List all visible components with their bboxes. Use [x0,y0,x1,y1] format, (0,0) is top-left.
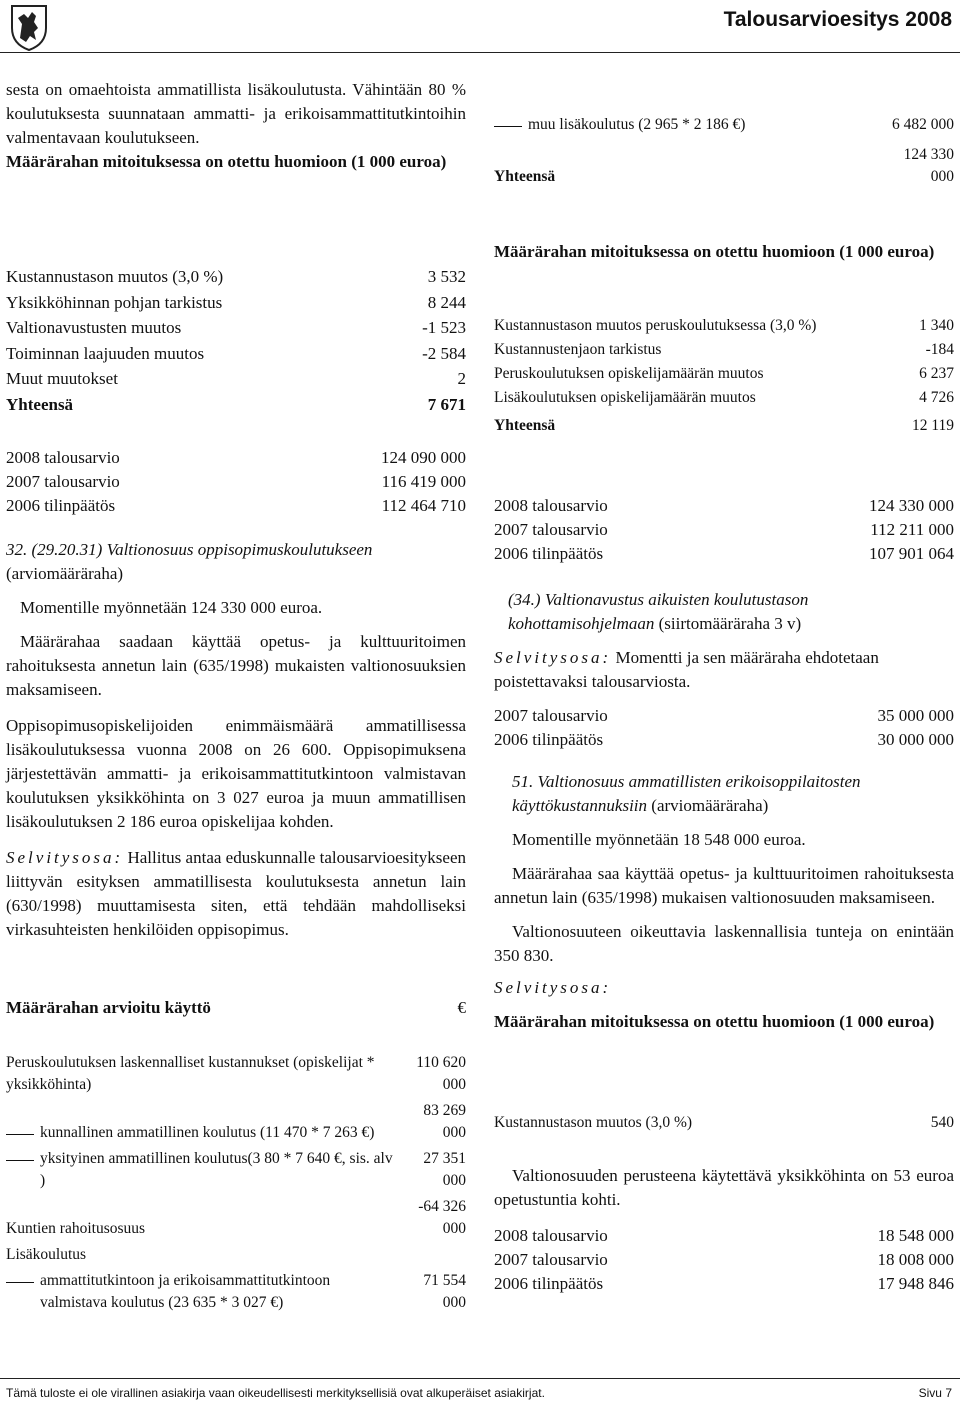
budget-row: 2007 talousarvio 112 211 000 [494,520,954,539]
total-row: Yhteensä 12 119 [494,417,954,434]
section-34-title: (34.) Valtionavustus aikuisten koulutustason kohottamisohjelmaan (siirtomääräraha 3 v) [508,590,809,633]
usage-row: kunnallinen ammatillinen koulutus (11 470 * 7 263 €) 83 269 000 [6,1100,466,1144]
budget-row: 2008 talousarvio 124 330 000 [494,496,954,515]
usage-section [6,996,466,1020]
change-row: Kustannustason muutos (3,0 %) 3 532 [6,267,466,286]
change-row: Peruskoulutuksen opiskelijamäärän muutos 6 237 [494,365,954,382]
footer-disclaimer: Tämä tuloste ei ole virallinen asiakirja vaan oikeudellisesti merkityksellisiä ovat alkuperäiset asiakirjat. [6,1386,545,1400]
footer-rule [0,1378,960,1379]
change-row: Toiminnan laajuuden muutos -2 584 [6,343,466,363]
section-51-p2: Määrärahaa saa käyttää opetus- ja kulttuuritoimen rahoituksesta annetun lain (635/1998) mukaisen valtionosuuden maksamiseen. [494,864,954,907]
left-column [6,78,466,174]
right-changes-table [494,314,954,438]
section-32-p3: Oppisopimusopiskelijoiden enimmäismäärä ammatillisessa lisäkoulutuksessa vuonna 2008 on 26 600. Oppisopimuksena järjestettävän ammatti- ja erikoisammattitutkintoon valmistavan koulutuksen yksikköhinta on 3 027 euroa ja muun ammatillisen lisäkoulutuksen 2 186 euroa opiskelijaa kohden. [6,716,466,831]
usage-row: Lisäkoulutus [6,1246,87,1263]
change-row: Yksikköhinnan pohjan tarkistus 8 244 [6,292,466,312]
intro-paragraph: sesta on omaehtoista ammatillista lisäkoulutusta. Vähintään 80 % koulutuksesta suunnataan ammatti- ja erikoisammattitutkintoihin valmentavaan koulutukseen. [6,80,466,147]
usage-total-row: Yhteensä 124 330 000 [494,146,954,185]
section-51-p1: Momentille myönnetään 18 548 000 euroa. [512,830,806,849]
budget-row: 2006 tilinpäätös 107 901 064 [494,544,954,563]
budget-row: 2007 talousarvio 18 008 000 [494,1250,954,1269]
budget-row: 2007 talousarvio 35 000 000 [494,706,954,725]
change-row: Kustannustason muutos peruskoulutuksessa (3,0 %) 1 340 [494,317,954,334]
section-51-selvitys: Selvitysosa: [494,978,612,997]
budget-table [6,446,466,518]
right-top-table [494,114,954,188]
header-rule [0,52,960,53]
change-row: Valtionavustusten muutos -1 523 [6,318,466,337]
right-mitoitus [494,240,954,264]
total-row: Yhteensä 7 671 [6,394,466,414]
budget-row: 2008 talousarvio 124 090 000 [6,448,466,467]
dash-marker [6,1134,34,1135]
section-34 [494,588,954,752]
usage-table [6,1052,466,1314]
section-51-budget [494,1224,954,1296]
usage-row: ammattitutkintoon ja erikoisammattitutkintoon valmistava koulutus (23 635 * 3 027 €) 71 554 000 [6,1270,466,1314]
section-51-p4: Valtionosuuden perusteena käytettävä yksikköhinta on 53 euroa opetustuntia kohti. [494,1166,954,1209]
change-row: Lisäkoulutuksen opiskelijamäärän muutos 4 726 [494,389,954,406]
section-32-p1: Momentille myönnetään 124 330 000 euroa. [20,598,323,617]
budget-row: 2007 talousarvio 116 419 000 [6,472,466,491]
dash-marker [6,1160,34,1161]
usage-row: muu lisäkoulutus (2 965 * 2 186 €) 6 482 000 [494,114,954,136]
budget-row: 2006 tilinpäätös 112 464 710 [6,496,466,515]
section-32 [6,538,466,942]
usage-row: Kuntien rahoitusosuus -64 326 000 [6,1198,466,1237]
right-budget-table [494,494,954,566]
section-51-title: 51. Valtionosuus ammatillisten erikoisoppilaitosten käyttökustannuksiin (arviomääräraha) [512,772,861,815]
change-row: Kustannustason muutos (3,0 %) 540 [494,1114,954,1131]
change-row: Kustannustenjaon tarkistus -184 [494,341,954,358]
usage-row: Peruskoulutuksen laskennalliset kustannukset (opiskelijat * yksikköhinta) 110 620 000 [6,1054,466,1093]
section-51-change [494,1112,954,1134]
mitoitus-heading: Määrärahan mitoituksessa on otettu huomioon (1 000 euroa) [6,152,447,171]
section-51-tail [494,1164,954,1296]
usage-row: yksityinen ammatillinen koulutus(3 80 * 7 640 €, sis. alv ) 27 351 000 [6,1148,466,1192]
mitoitus-heading: Määrärahan mitoituksessa on otettu huomioon (1 000 euroa) [494,1012,935,1031]
section-51 [494,770,954,1034]
budget-row: 2006 tilinpäätös 17 948 846 [494,1274,954,1293]
usage-heading-row: Määrärahan arvioitu käyttö € [6,998,466,1017]
page-number: Sivu 7 [918,1386,952,1400]
dash-marker [6,1282,34,1283]
section-34-selvitys: Selvitysosa: Momentti ja sen määräraha ehdotetaan poistettavaksi talousarviosta. [494,648,879,691]
lion-coat-of-arms-icon [6,2,52,52]
section-32-selvitys: Selvitysosa: Hallitus antaa eduskunnalle talousarvioesitykseen liittyvän esityksen ammatillisesta koulutuksesta annetun lain (630/1998) muuttamisesta siten, että tehdään mahdolliseksi virkasuhteisten henkilöiden oppisopimus. [6,848,466,939]
mitoitus-heading: Määrärahan mitoituksessa on otettu huomioon (1 000 euroa) [494,242,935,261]
section-51-p3: Valtionosuuteen oikeuttavia laskennallisia tunteja on enintään 350 830. [494,922,954,965]
section-32-title: 32. (29.20.31) Valtionosuus oppisopimuskoulutukseen (arviomääräraha) [6,540,373,583]
budget-row: 2008 talousarvio 18 548 000 [494,1226,954,1245]
budget-row: 2006 tilinpäätös 30 000 000 [494,730,954,749]
dash-marker [494,126,522,127]
document-title: Talousarvioesitys 2008 [723,8,952,31]
changes-table [6,264,466,417]
section-32-p2: Määrärahaa saadaan käyttää opetus- ja kulttuuritoimen rahoituksesta annetun lain (635/1998) mukaisten valtionosuuksien maksamiseen. [6,632,466,699]
section-34-budget [494,704,954,752]
change-row: Muut muutokset 2 [6,369,466,388]
